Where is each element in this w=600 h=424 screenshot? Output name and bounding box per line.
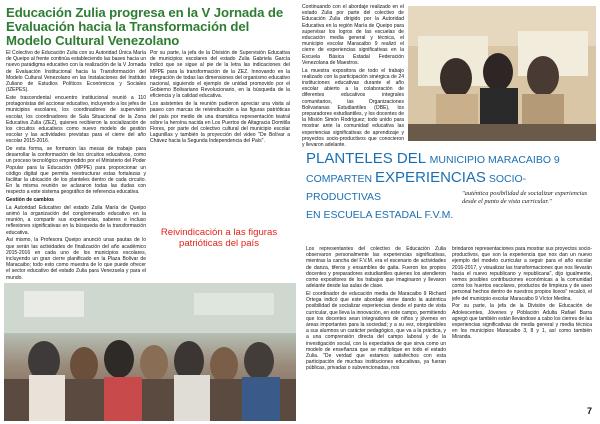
- paragraph: Por su parte, la jefa de la División de Educación de Adolescentes, Jóvenes y Población Adulta Rafael Barra agregó que también están llevándose a cabo los cierres de las experiencias significativas de media general y media técnica en los municipios Maracaibo 3, 8 y 1, así como también Miranda.: [452, 303, 592, 341]
- paragraph: La muestra expositora de todo el trabajo realizado con la participación sinérgica de 24 instituciones educativas durante el año escolar abierto a la colaboración de diferentes educativos integrales comunitarios, las Organizaciones Bolivarianas Estudiantiles (OBE), los preparadores estudiantiles, y los docentes de la Misión Simón Rodríguez; todo unido para mostrar ante la comunidad educativa las experiencias significativas de aprendizaje y proyectos socio-productivos que conocieron y llevaron adelante.: [302, 67, 404, 148]
- paragraph: Por su parte, la jefa de la División de Supervisión Educativa de municipios escolares del estado Zulia Gabriela García indicó que se sigue al pie de la letra las indicaciones del MPPE para la transformación de la ZEZ. Innovando en la integración de todas las dimensiones del organismo educativo nacional, siguiendo el ejemplo de unidad promovido por el Gobierno Bolivariano Revolucionario, en la búsqueda de la eficiencia y la calidad educativa.: [150, 50, 290, 100]
- article-title: Educación Zulia progresa en la V Jornada de Evaluación hacia la Transformación del Modelo Cultural Venezolano: [6, 5, 284, 48]
- page-number: 7: [586, 406, 592, 416]
- headline-line-3: [306, 206, 598, 224]
- paragraph: Este trascendental encuentro institucional reunió a 110 protagonistas del accionar educativo, incluyendo a los jefes de municipios escolares, los coordinadores de supervisión escolar, los coordinadores de Sala Situacional de la Zona Educativa Zulia (ZEZ), quienes recibieron la socialización de los circuitos educativos como nuevo modelo de gestión escolar y las actividades previstas para el cierre del año escolar 2015-2016.: [6, 94, 146, 145]
- right-column-2: [452, 246, 592, 342]
- headline-line-1: [306, 150, 598, 169]
- right-column-1: [306, 246, 446, 373]
- paragraph: Así mismo, la Profesora Queipo anunció unas pautas de lo que serán las actividades de finalización del año académico 2015-2016 en cada uno de los municipios escolares, incluyendo un gran cierre planificado en la Plaza Bolívar de Maracaibo; todo esto como muestra de lo que puede ofrecer el sector educativo del estado Zulia para Venezuela y para el mundo.: [6, 237, 146, 281]
- right-column-intro: [302, 4, 404, 150]
- paragraph: El coordinador de educación media de Maracaibo 9 Richard Ortega indicó que este abordaje viene dando la auténtica posibilidad de socializar experiencias desde el punto de vista curricular, que lleva la innovación, en este campo, permitiendo que los docentes sean integradores de niños y jóvenes en áreas importantes para la sociedad; y a su vez, otorgándoles a sus alumnos un carácter pedagógico, que va a la práctica, y a una comprensión directa del campo laboral y de la investigación social, con la expectativa de que sirva como un modelo de enseñanza que se multiplique en todo el estado Zulia. "De verdad que estamos satisfechos con esta participación de muchas instituciones educativas, ya fueran públicas, privadas o subvencionadas, nos: [306, 290, 446, 372]
- headline-part: EXPERIENCIAS: [375, 169, 486, 186]
- subheading: Gestión de cambios: [6, 197, 54, 204]
- paragraph: Los asistentes de la reunión pudieron apreciar una visita al paseo con marcas de reivindicación a las figuras patrióticas del país por medio de una dramática representación teatral sobre la heroína nacida en Los Puertos de Altagracia Domitila Flores, por parte del colectivo cultural del municipio escolar Lagunillas y también la proyección del video "De Bolívar a Chávez hacia la Segunda Independencia del País".: [150, 101, 290, 145]
- pull-quote: [152, 228, 286, 280]
- left-column-1: [6, 50, 146, 282]
- event-photo-left-image: [4, 283, 296, 421]
- paragraph: brindaron representaciones para mostrar sus proyectos socio-productivos, que son la experiencia que nos dan un nuevo ejemplo del modelo curricular a seguir para el año escolar 2016-2017, y visualizar las transformaciones que nos llevarán hacia el nuevo republicano y republicana", dijo igualmente, vemos posibles contribuciones económicas a la comunidad como los huertos escolares, productos de limpieza y de aseo personal hechos dentro de nuestros propios liceos" recalcó, el jefe del municipio escolar Maracaibo 9 Víctor Medina.: [452, 246, 592, 302]
- headline-part: MUNICIPIO MARACAIBO 9: [429, 154, 560, 166]
- headline-part: PLANTELES DEL: [306, 150, 430, 167]
- pull-quote-text: Reivindicación a las figuras patrióticas del país: [160, 227, 278, 249]
- event-photo-right-image: [408, 6, 596, 141]
- headline-part: EN ESCUELA ESTADAL F.V.M.: [306, 209, 454, 221]
- event-photo-left: [4, 283, 296, 421]
- paragraph: De esta forma, se formaron las mesas de trabajo para desarrollar la conformación de los circuitos educativos, como un proceso tecnológico emprendido por el Ministerio del Poder Popular para la Educación (MPPE) para proporcionar un código digital que permita reestructurar estas fortalezas y facilitar la ubicación de los planteles dentro de cada circuito. En la misma reunión se aclararon todas las dudas con respecto a este sistema geográfico de referencia educativa.: [6, 146, 146, 196]
- headline-part: COMPARTEN: [306, 173, 376, 185]
- section-headline: [306, 150, 598, 224]
- right-pull-quote: "auténtica posibilidad de socializar experiencias desde el punto de vista curricular.": [462, 190, 588, 205]
- paragraph: El Colectivo de Educación Zulia con su Autoridad Única María de Queipo al frente continúa estableciendo las bases hacia un nuevo paradigma educativo con la realización de la V Jornada de Evaluación Institucional hacia la Transformación del Modelo Cultural Venezolano en las Instalaciones del Instituto Zuliano de Estudios Políticos Económicos y Sociales (IZEPES).: [6, 50, 146, 94]
- paragraph: La Autoridad Educativo del estado Zulia María de Queipo animó la organización del conglomerado educativo en la reunión, a compartir sus experiencias, saberes e incluso reflexiones significativas en la búsqueda de la transformación educativa.: [6, 204, 146, 236]
- headline-part: SOCIO-PRODUCTIVAS: [306, 173, 527, 203]
- event-photo-right: [408, 6, 596, 141]
- left-column-2: [150, 50, 290, 146]
- paragraph: Los representantes del colectivo de Educación Zulia observaron personalmente las experiencias significativas, mientras la cancha del F.V.M. era el escenario de actividades de danza, tiferos y ensambles de gaita. Fueron los propios docentes y preparadores estudiantiles quienes los atendieron como expositores de los trabajos que imaginaron y llevaron adelante desde las aulas de clase.: [306, 246, 446, 290]
- paragraph: Continuando con el abordaje realizado en el estado Zulia por parte del colectivo de Educación Zulia dirigido por la Autoridad Educativa en la región María de Queipo para supervisar los logros de las escuelas de educación media general y técnica, el municipio escolar Maracaibo 9 realizó el cierre de experiencias significativas en la Escuela Básica Estadal Federación Venezolana de Maestros.: [302, 4, 404, 66]
